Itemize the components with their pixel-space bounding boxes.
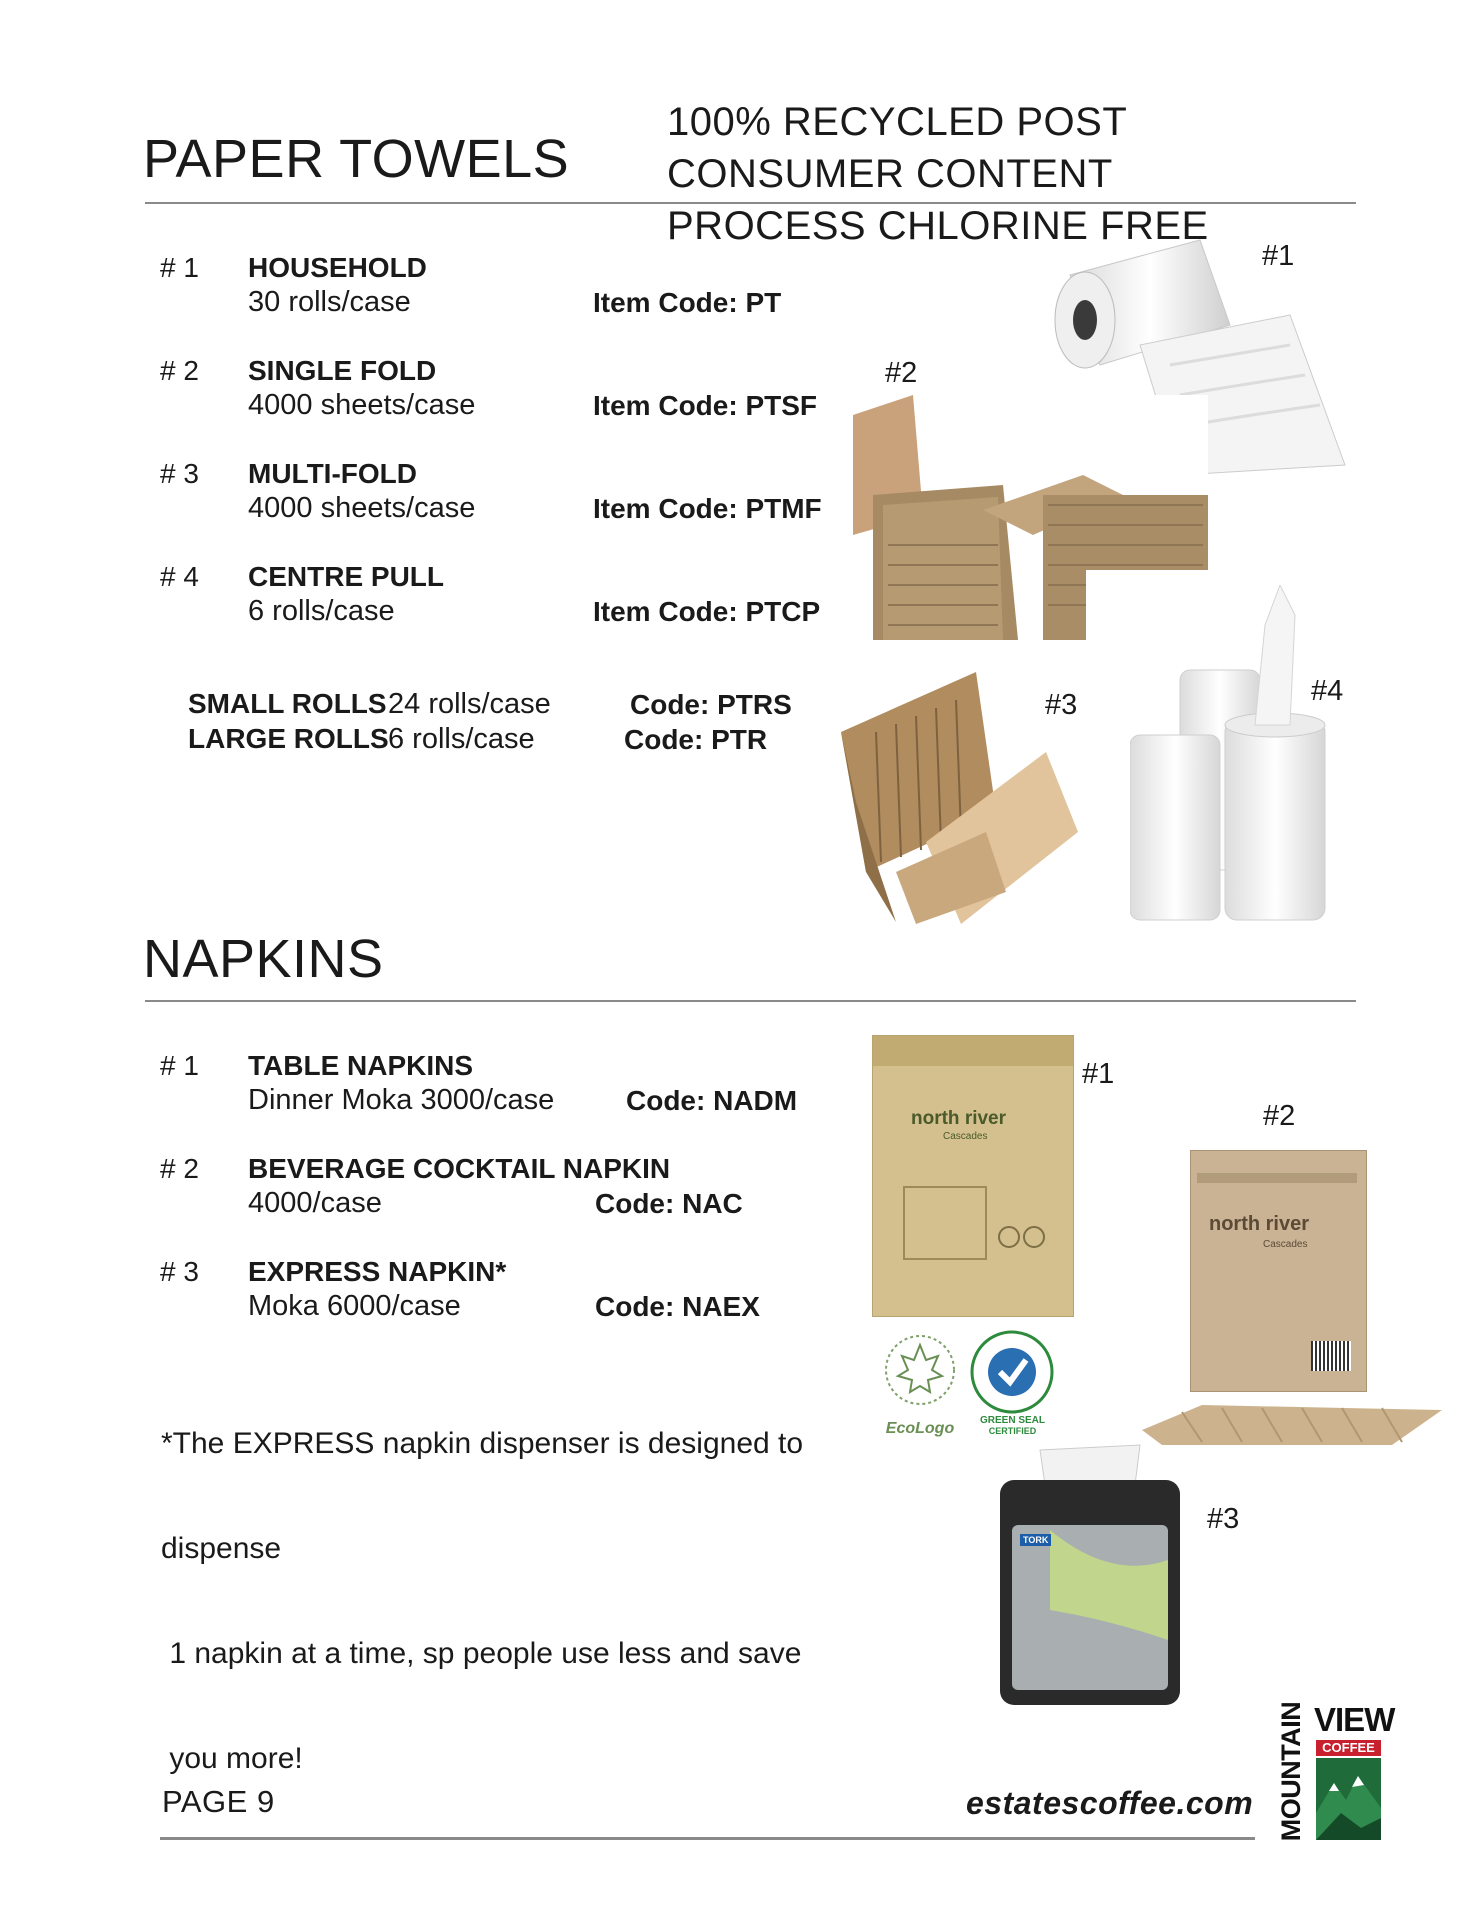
item-name: MULTI-FOLD (248, 458, 417, 489)
napkins-heading: NAPKINS (143, 929, 384, 989)
green-seal-sub: CERTIFIED (988, 1426, 1037, 1436)
logo-vertical-word-box (1272, 1702, 1312, 1840)
package-badge-icon (998, 1226, 1020, 1248)
express-note-line-2: dispense (161, 1532, 282, 1565)
item-code: Code: NADM (626, 1085, 798, 1116)
ecologo-icon (880, 1330, 960, 1440)
centre-pull-image-label: #4 (1311, 675, 1344, 707)
logo-mountain-icon (1316, 1758, 1381, 1840)
logo-view-word: VIEW (1314, 1701, 1395, 1738)
item-name: EXPRESS NAPKIN* (248, 1256, 507, 1287)
footer-divider (160, 1837, 1255, 1840)
express-dispenser-image-label: #3 (1207, 1503, 1240, 1535)
box-sub: Cascades (1263, 1239, 1308, 1250)
ecologo-text: EcoLogo (885, 1420, 955, 1437)
napkins-divider (145, 1000, 1356, 1002)
green-seal-text: GREEN SEAL (979, 1415, 1045, 1426)
item-number: # 4 (160, 561, 199, 592)
item-desc: Dinner Moka 3000/case (248, 1084, 555, 1116)
mountain-view-coffee-logo (1272, 1701, 1395, 1842)
beverage-napkin-box-image (1190, 1150, 1367, 1392)
item-code: Item Code: PTMF (593, 493, 822, 524)
table-napkin-image-label: #1 (1082, 1058, 1115, 1090)
large-rolls-qty: 6 rolls/case (388, 723, 535, 755)
package-sub: Cascades (943, 1131, 988, 1142)
item-desc: 4000/case (248, 1187, 382, 1219)
item-number: # 2 (160, 355, 199, 386)
household-image-label: #1 (1262, 240, 1295, 272)
item-desc: 4000 sheets/case (248, 389, 476, 421)
paper-towels-heading: PAPER TOWELS (143, 129, 570, 189)
item-name: HOUSEHOLD (248, 252, 427, 283)
item-code: Item Code: PTSF (593, 390, 818, 421)
package-brand: north river (911, 1108, 1007, 1129)
express-note-line-4: you more! (161, 1742, 303, 1775)
barcode (1311, 1341, 1351, 1371)
recycled-statement (667, 96, 1209, 252)
package-top-band (873, 1036, 1073, 1066)
table-napkin-package-image (872, 1035, 1074, 1317)
dispenser-brand: TORK (1020, 1534, 1051, 1546)
item-code: Code: NAC (595, 1188, 743, 1219)
large-rolls-code: Code: PTR (624, 724, 768, 755)
item-number: # 2 (160, 1153, 199, 1184)
multi-fold-image (836, 672, 1078, 924)
item-name: CENTRE PULL (248, 561, 444, 592)
single-fold-image-label: #2 (885, 357, 918, 389)
item-number: # 3 (160, 458, 199, 489)
item-number: # 3 (160, 1256, 199, 1287)
beverage-napkin-image-label: #2 (1263, 1100, 1296, 1132)
centre-pull-image (1130, 585, 1360, 925)
page-number: PAGE 9 (162, 1784, 275, 1819)
item-desc: 4000 sheets/case (248, 492, 476, 524)
item-desc: 30 rolls/case (248, 286, 411, 318)
logo-vertical-word: MOUNTAIN (1276, 1701, 1307, 1841)
website-link[interactable]: estatescoffee.com (966, 1785, 1254, 1821)
recycled-line-1: 100% RECYCLED POST (667, 100, 1128, 144)
recycled-line-3: PROCESS CHLORINE FREE (667, 204, 1209, 248)
express-note (161, 1356, 861, 1811)
box-brand: north river (1209, 1213, 1310, 1235)
small-rolls-name: SMALL ROLLS (188, 688, 387, 719)
item-desc: Moka 6000/case (248, 1290, 461, 1322)
green-seal-icon (970, 1330, 1055, 1440)
item-name: BEVERAGE COCKTAIL NAPKIN (248, 1153, 671, 1184)
item-code: Item Code: PTCP (593, 596, 821, 627)
item-desc: 6 rolls/case (248, 595, 395, 627)
large-rolls-name: LARGE ROLLS (188, 723, 389, 754)
express-dispenser-image (990, 1440, 1190, 1710)
recycled-line-2: CONSUMER CONTENT (667, 152, 1113, 196)
multi-fold-image-label: #3 (1045, 689, 1078, 721)
package-badge-icon (1023, 1226, 1045, 1248)
express-note-line-1: *The EXPRESS napkin dispenser is designed to (161, 1427, 804, 1460)
item-name: TABLE NAPKINS (248, 1050, 474, 1081)
box-band (1197, 1173, 1357, 1183)
item-code: Item Code: PT (593, 287, 782, 318)
item-number: # 1 (160, 1050, 199, 1081)
small-rolls-qty: 24 rolls/case (388, 688, 551, 720)
item-number: # 1 (160, 252, 199, 283)
item-name: SINGLE FOLD (248, 355, 437, 386)
express-note-line-3: 1 napkin at a time, sp people use less and save (161, 1637, 802, 1670)
small-rolls-code: Code: PTRS (630, 689, 792, 720)
package-table (903, 1186, 987, 1260)
logo-coffee-band: COFFEE (1316, 1740, 1381, 1756)
item-code: Code: NAEX (595, 1291, 760, 1322)
